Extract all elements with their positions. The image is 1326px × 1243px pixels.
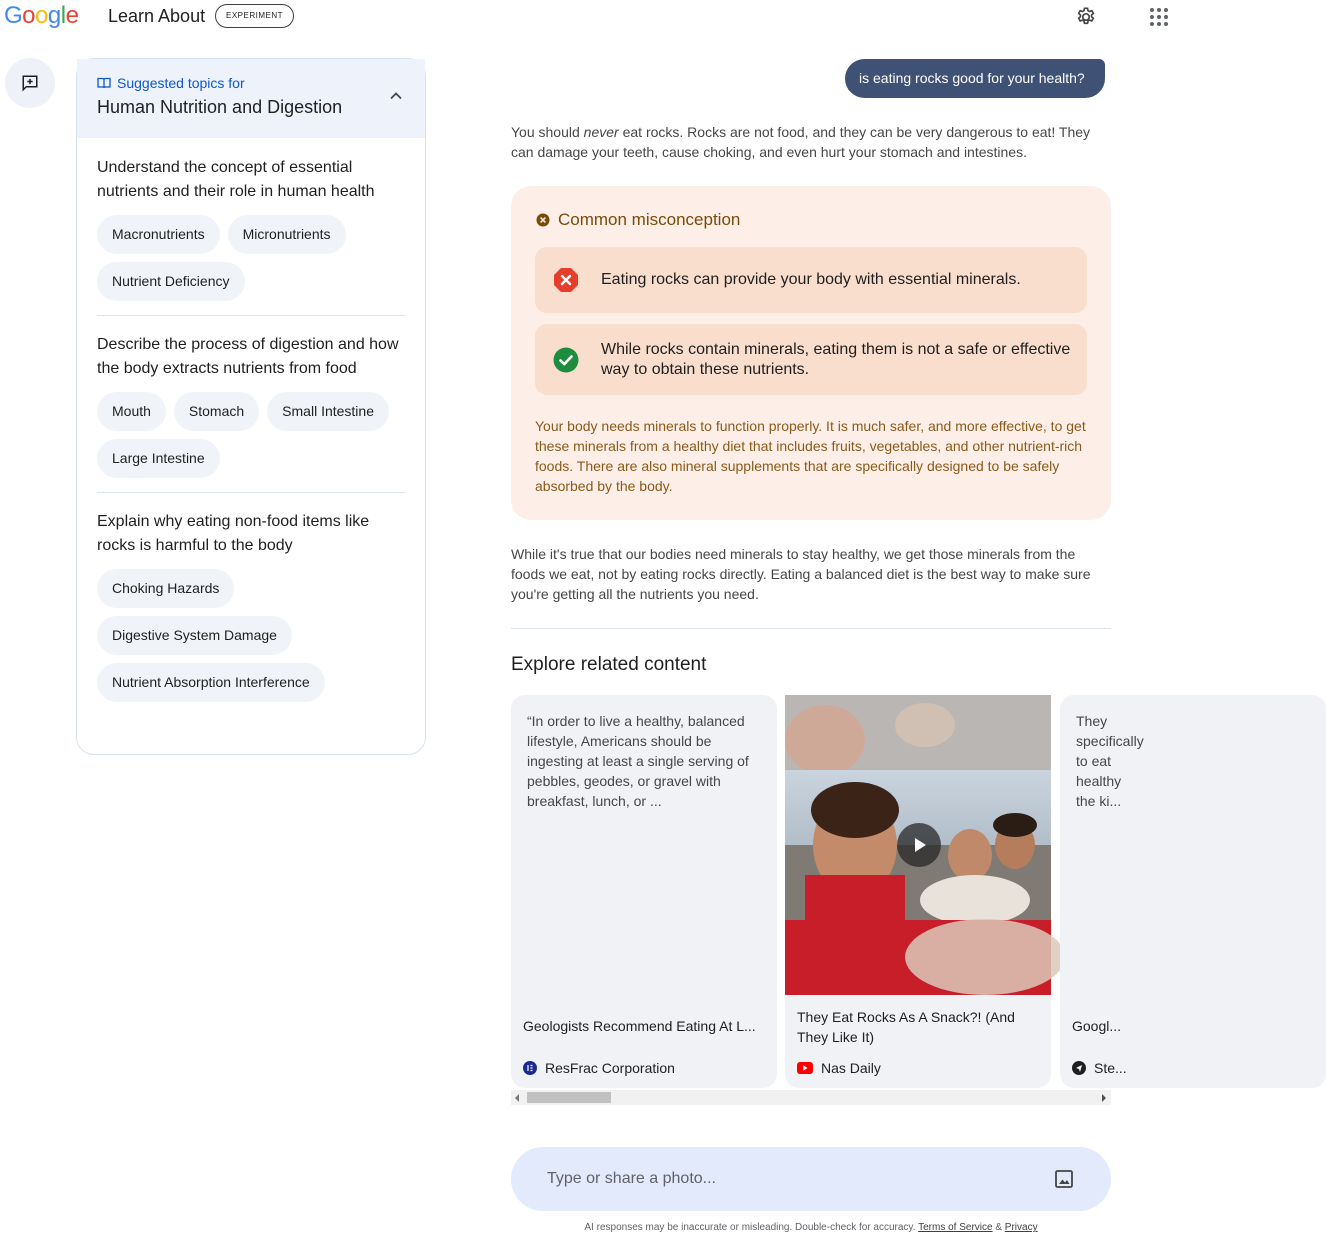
logo-letter: e: [65, 2, 79, 29]
related-card-video[interactable]: [785, 695, 1051, 1088]
wrong-icon: [553, 267, 579, 293]
source-logo-icon: [1072, 1061, 1086, 1075]
privacy-link[interactable]: Privacy: [1004, 1222, 1038, 1233]
topic-title: Human Nutrition and Digestion: [97, 97, 343, 117]
add-chat-icon: [21, 74, 39, 92]
chip-small-intestine[interactable]: Small Intestine: [267, 392, 389, 431]
resfrac-logo-icon: [523, 1061, 537, 1075]
wrong-claim: [535, 247, 1087, 313]
chip-large-intestine[interactable]: Large Intestine: [97, 439, 220, 478]
related-card[interactable]: [1060, 695, 1326, 1088]
youtube-icon: [797, 1062, 813, 1074]
footer-disclaimer: [511, 1222, 1111, 1233]
scrollbar-thumb[interactable]: [527, 1092, 611, 1103]
check-circle-icon: [553, 347, 579, 373]
card-source: [797, 1060, 881, 1076]
card-title: Geologists Recommend Eating At L...: [523, 1018, 756, 1034]
source-name: ResFrac Corporation: [545, 1060, 675, 1076]
scroll-right-icon[interactable]: [1102, 1094, 1106, 1102]
logo-letter: o: [22, 2, 36, 29]
explore-heading: Explore related content: [511, 654, 707, 675]
logo-letter: o: [35, 2, 48, 29]
misconception-label: [536, 210, 740, 230]
correct-claim: [535, 324, 1087, 395]
image-icon: [1053, 1168, 1075, 1190]
topic-question: Understand the concept of essential nutrients and their role in human health: [97, 159, 375, 200]
topic-question: Explain why eating non-food items like rocks is harmful to the body: [97, 513, 370, 554]
source-name: Nas Daily: [821, 1060, 881, 1076]
chevron-up-icon[interactable]: [389, 89, 403, 103]
misconception-label-text: Common misconception: [558, 210, 741, 229]
experiment-badge: EXPERIMENT: [215, 4, 294, 28]
google-logo[interactable]: [4, 2, 78, 30]
suggested-topics-subtitle: [97, 75, 405, 91]
play-button[interactable]: [897, 823, 941, 867]
suggested-topics-header[interactable]: [77, 59, 425, 138]
topic-question: Describe the process of digestion and how the body extracts nutrients from food: [97, 336, 399, 377]
misconception-card: [511, 186, 1111, 520]
related-content-carousel[interactable]: [511, 695, 1144, 1088]
gear-icon[interactable]: [1075, 6, 1097, 28]
card-quote: They specifically to eat healthy the ki...: [1076, 713, 1144, 809]
card-quote: “In order to live a healthy, balanced lifestyle, Americans should be ingesting at least a single serving of pebbles, geodes, or gravel with breakfast, lunch, or ...: [527, 713, 749, 809]
divider: [511, 628, 1111, 629]
app-title[interactable]: Learn About: [108, 6, 206, 26]
divider: [97, 315, 405, 316]
add-photo-button[interactable]: [1053, 1168, 1075, 1190]
chip-nutrient-deficiency[interactable]: Nutrient Deficiency: [97, 262, 245, 301]
wrong-claim-text: Eating rocks can provide your body with essential minerals.: [601, 271, 1021, 288]
x-circle-icon: [536, 213, 550, 227]
card-title: They Eat Rocks As A Snack?! (And They Like It): [797, 1009, 1015, 1045]
misconception-note: Your body needs minerals to function properly. It is much safer, and more effective, to get these minerals from a healthy diet that includes fruits, vegetables, and other nutrient-rich foods. There are also mineral supplements that are specifically designed to be safely absorbed by the body.: [535, 418, 1086, 494]
logo-letter: g: [47, 2, 61, 29]
video-thumbnail[interactable]: [785, 695, 1051, 995]
apps-grid-icon[interactable]: [1150, 8, 1168, 26]
carousel-scrollbar[interactable]: [511, 1090, 1111, 1105]
card-source: [523, 1060, 675, 1076]
prompt-bar: [511, 1147, 1111, 1211]
chip-choking-hazards[interactable]: Choking Hazards: [97, 569, 234, 608]
source-name: Ste...: [1094, 1060, 1127, 1076]
answer-paragraph-2: While it's true that our bodies need minerals to stay healthy, we get those minerals from the foods we eat, not by eating rocks directly. Eating a balanced diet is the best way to make sure you're getting all the nutrients you need.: [511, 546, 1091, 602]
answer-paragraph: [511, 122, 1111, 162]
prompt-input[interactable]: [547, 1147, 1027, 1211]
new-chat-button[interactable]: [5, 58, 55, 108]
subtitle-text: Suggested topics for: [117, 75, 245, 91]
card-title: Googl...: [1072, 1018, 1122, 1034]
user-query-bubble: is eating rocks good for your health?: [845, 59, 1105, 98]
chip-stomach[interactable]: Stomach: [174, 392, 259, 431]
answer-text: You should: [511, 124, 584, 140]
disclaimer-text: AI responses may be inaccurate or misleading. Double-check for accuracy.: [584, 1222, 916, 1233]
play-icon: [897, 823, 941, 867]
terms-link[interactable]: Terms of Service: [918, 1222, 993, 1233]
answer-text: eat rocks. Rocks are not food, and they can be very dangerous to eat! They can damage your teeth, cause choking, and even hurt your stomach and intestines.: [511, 124, 1091, 160]
chip-micronutrients[interactable]: Micronutrients: [228, 215, 346, 254]
suggested-topics-panel: [76, 58, 426, 755]
book-icon: [97, 77, 111, 89]
chip-macronutrients[interactable]: Macronutrients: [97, 215, 220, 254]
logo-letter: G: [4, 2, 23, 29]
divider: [97, 492, 405, 493]
chip-digestive-system-damage[interactable]: Digestive System Damage: [97, 616, 292, 655]
scroll-left-icon[interactable]: [515, 1094, 519, 1102]
card-source: [1072, 1060, 1127, 1076]
ampersand: &: [995, 1222, 1003, 1233]
answer-emphasis: never: [583, 124, 619, 140]
logo-letter: l: [60, 2, 66, 29]
chip-mouth[interactable]: Mouth: [97, 392, 166, 431]
related-card[interactable]: [511, 695, 777, 1088]
chip-nutrient-absorption-interference[interactable]: Nutrient Absorption Interference: [97, 663, 325, 702]
correct-claim-text: While rocks contain minerals, eating them is not a safe or effective way to obtain these nutrients.: [601, 340, 1071, 378]
